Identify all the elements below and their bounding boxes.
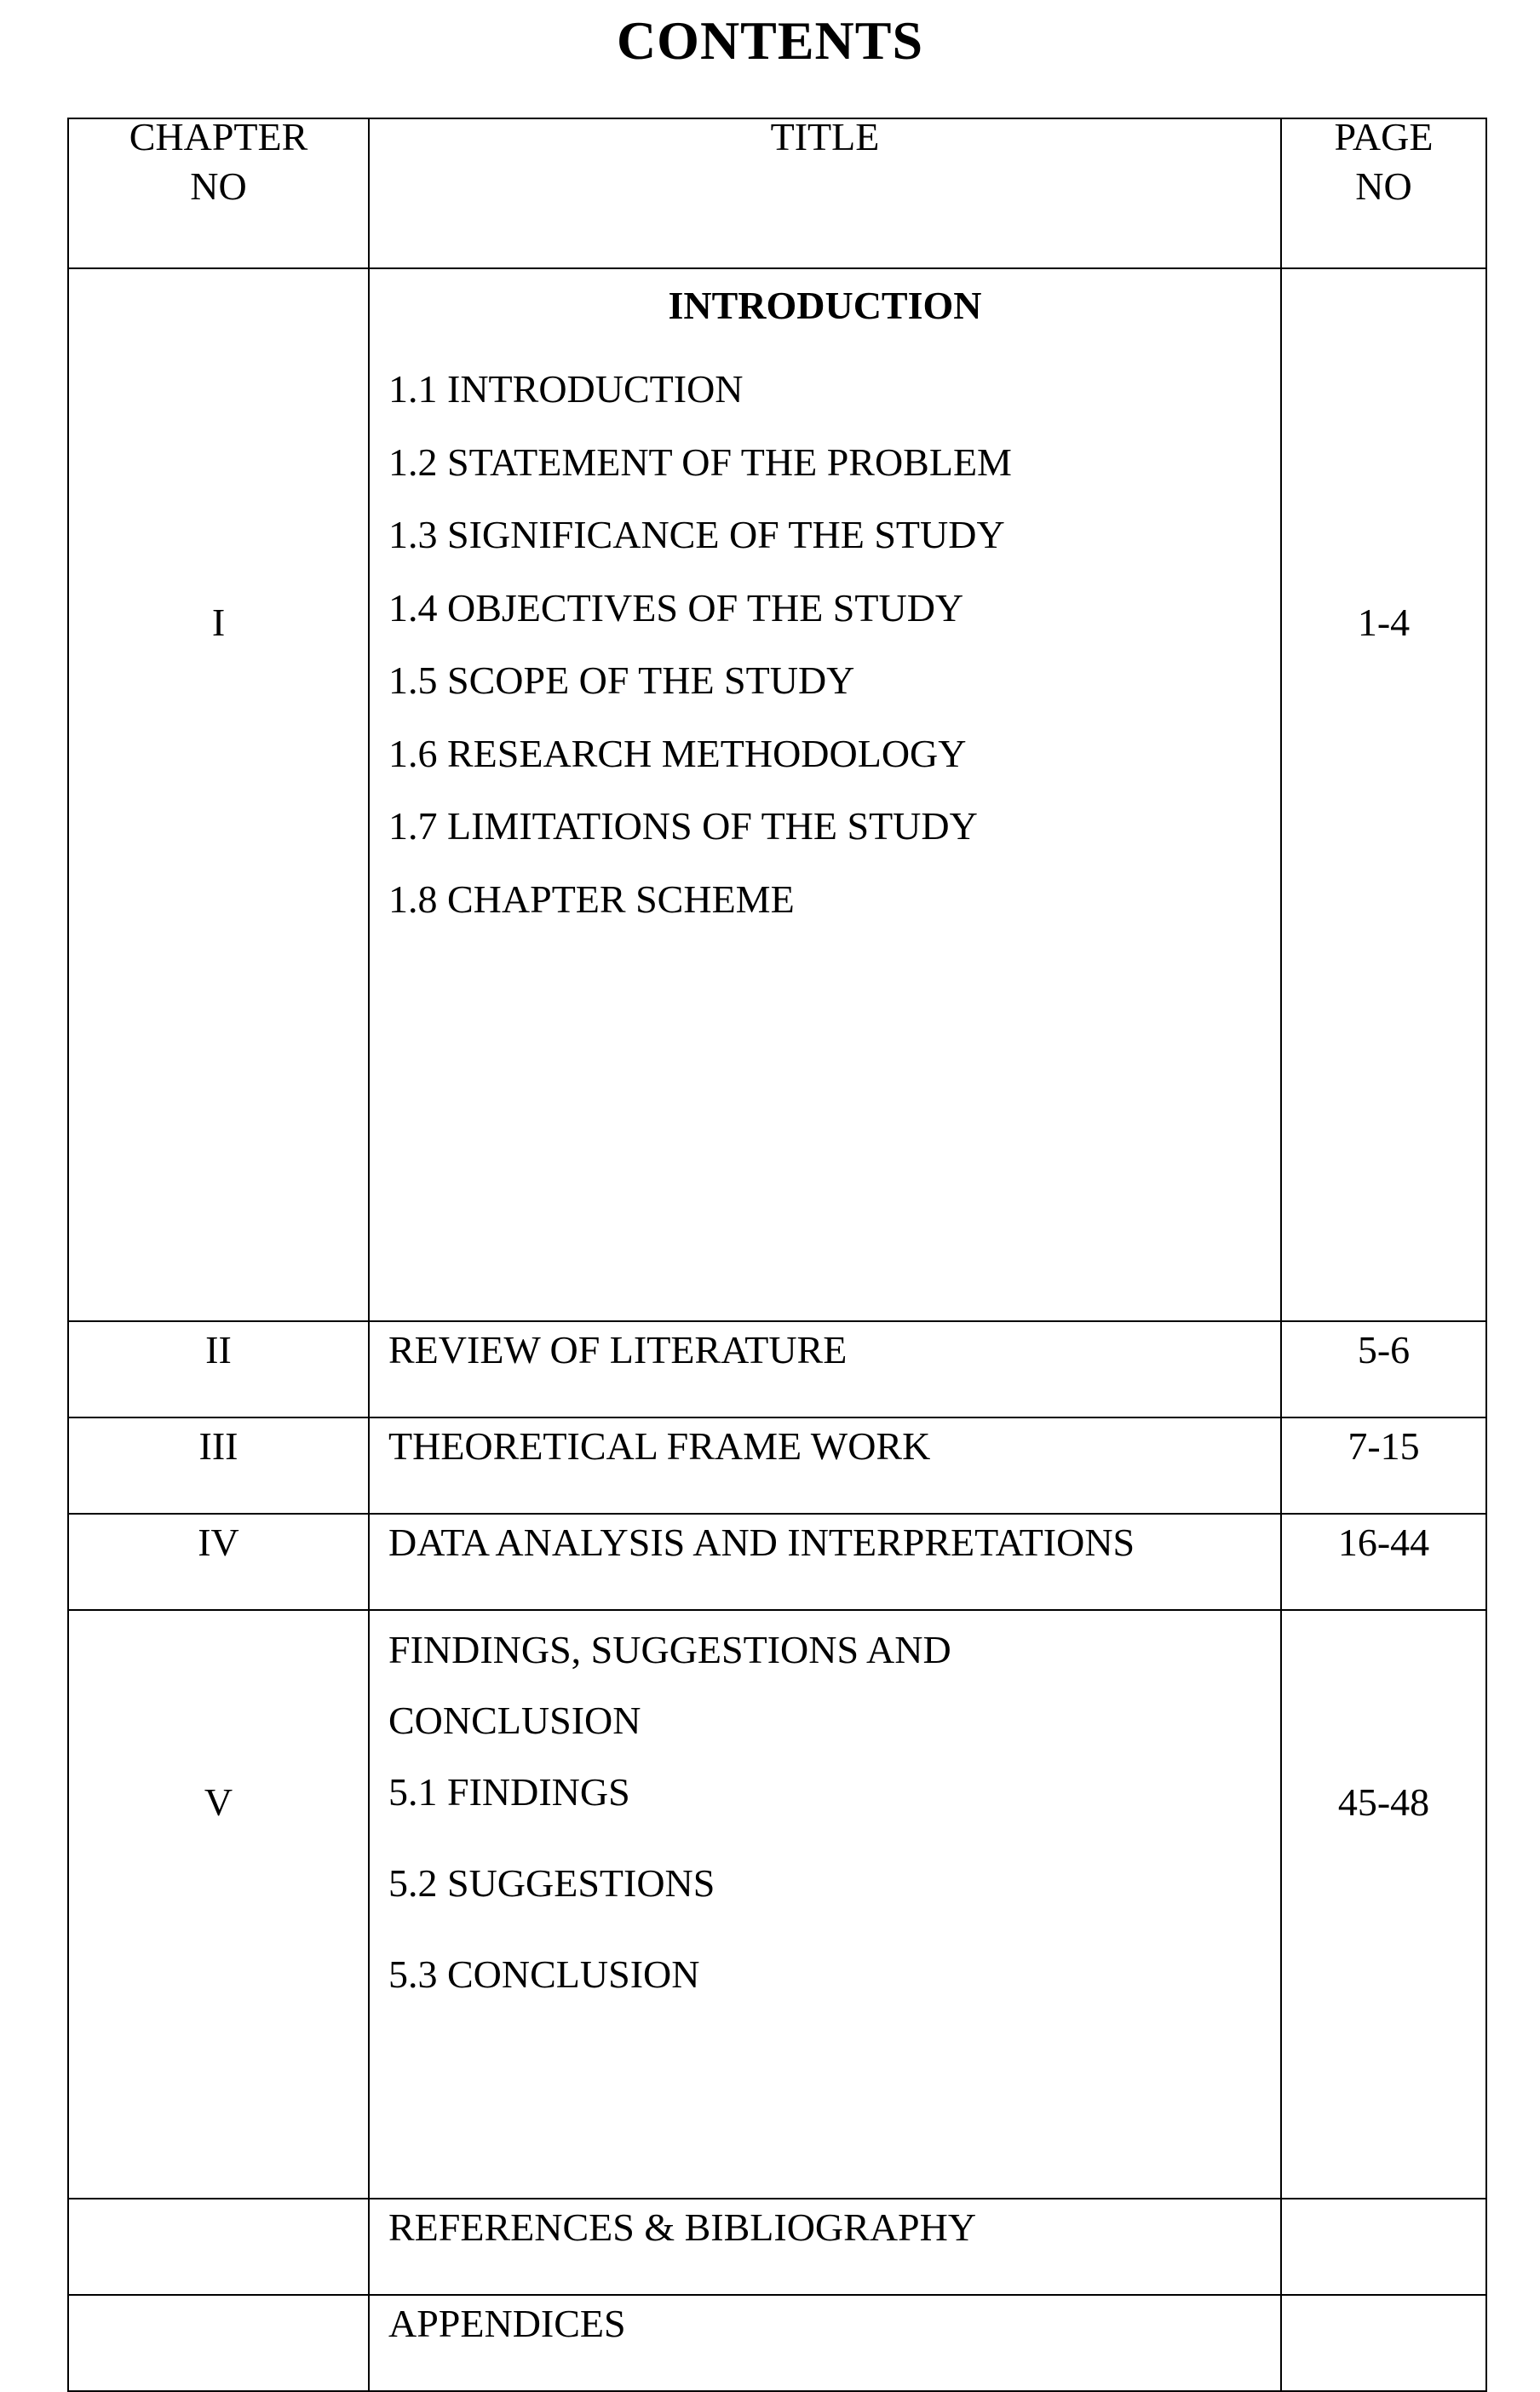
section-item: 1.5 SCOPE OF THE STUDY <box>388 658 855 702</box>
chapter-heading: INTRODUCTION <box>668 284 982 327</box>
section-item: 1.7 LIMITATIONS OF THE STUDY <box>388 804 978 848</box>
header-page-no <box>1281 115 1486 268</box>
header-title <box>369 115 1281 268</box>
page-range: 1-4 <box>1281 268 1486 1321</box>
chapter-title <box>388 1611 1280 1756</box>
table-row-references <box>68 2199 1486 2295</box>
chapter-title-line2: CONCLUSION <box>388 1699 641 1742</box>
table-row-chapter-5 <box>68 1610 1486 2199</box>
chapter-title: APPENDICES <box>369 2295 1281 2391</box>
chapter-title-cell <box>369 1610 1281 2199</box>
section-item: 5.1 FINDINGS <box>388 1770 630 1814</box>
header-page-line1: PAGE <box>1334 115 1434 158</box>
chapter-number: I <box>68 268 369 1321</box>
chapter-number: II <box>68 1321 369 1417</box>
chapter-number: III <box>68 1417 369 1514</box>
chapter-title: DATA ANALYSIS AND INTERPRETATIONS <box>369 1514 1281 1610</box>
page-range: 45-48 <box>1281 1610 1486 2199</box>
page-range <box>1281 2199 1486 2295</box>
section-item: 1.3 SIGNIFICANCE OF THE STUDY <box>388 513 1005 556</box>
contents-table <box>67 115 1487 2392</box>
table-row-chapter-3 <box>68 1417 1486 1514</box>
chapter-number: IV <box>68 1514 369 1610</box>
section-item: 1.8 CHAPTER SCHEME <box>388 877 795 921</box>
chapter-title: REVIEW OF LITERATURE <box>369 1321 1281 1417</box>
header-page-line2: NO <box>1355 164 1412 208</box>
section-item: 1.4 OBJECTIVES OF THE STUDY <box>388 585 964 630</box>
chapter-number: V <box>68 1610 369 2199</box>
chapter-title: REFERENCES & BIBLIOGRAPHY <box>369 2199 1281 2295</box>
section-item: 5.2 SUGGESTIONS <box>388 1861 715 1905</box>
table-row-chapter-4 <box>68 1514 1486 1610</box>
chapter-title-cell <box>369 268 1281 1321</box>
section-item: 1.6 RESEARCH METHODOLOGY <box>388 731 967 775</box>
table-row-appendices <box>68 2295 1486 2391</box>
chapter-number <box>68 2295 369 2391</box>
section-item: 1.2 STATEMENT OF THE PROBLEM <box>388 440 1012 484</box>
header-chapter-line1: CHAPTER <box>129 115 308 158</box>
table-row-chapter-1 <box>68 268 1486 1321</box>
table-row-chapter-2 <box>68 1321 1486 1417</box>
page-range: 16-44 <box>1281 1514 1486 1610</box>
header-chapter-no <box>68 115 369 268</box>
header-chapter-line2: NO <box>190 164 247 208</box>
page-range: 7-15 <box>1281 1417 1486 1514</box>
section-item: 1.1 INTRODUCTION <box>388 367 744 411</box>
section-item: 5.3 CONCLUSION <box>388 1952 700 1996</box>
header-title-label: TITLE <box>770 115 880 158</box>
table-header-row <box>68 118 1486 268</box>
chapter-title: THEORETICAL FRAME WORK <box>369 1417 1281 1514</box>
page-range <box>1281 2295 1486 2391</box>
page-title: CONTENTS <box>616 10 924 71</box>
page-range: 5-6 <box>1281 1321 1486 1417</box>
chapter-number <box>68 2199 369 2295</box>
chapter-title-line1: FINDINGS, SUGGESTIONS AND <box>388 1628 951 1671</box>
